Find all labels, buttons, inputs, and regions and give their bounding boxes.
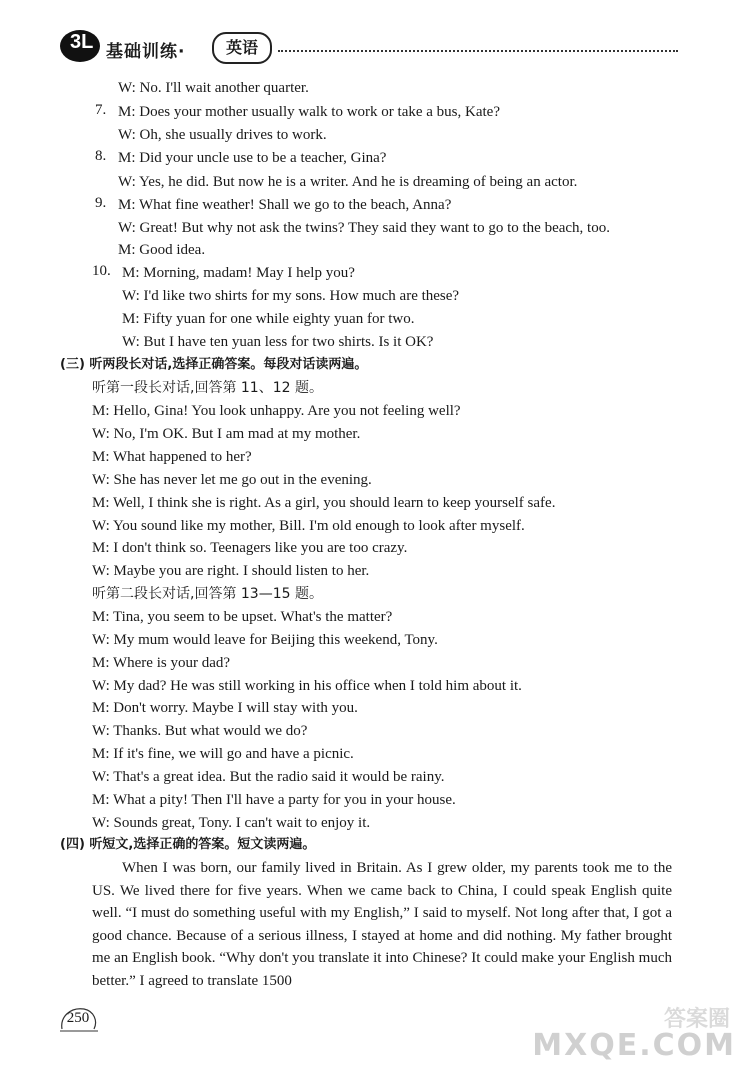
dialog-line: W: Oh, she usually drives to work. [118, 127, 327, 143]
page-number [58, 1003, 98, 1033]
page-number-text: 250 [66, 1010, 90, 1026]
dialog-line: W: Yes, he did. But now he is a writer. And he is dreaming of being an actor. [118, 174, 578, 190]
dialog-line: W: That's a great idea. But the radio said it would be rainy. [92, 769, 445, 785]
dialog-line: M: I don't think so. Teenagers like you are too crazy. [92, 540, 408, 556]
watermark-text: MXQE.COM [532, 1028, 736, 1063]
dialog-line: W: Thanks. But what would we do? [92, 723, 308, 739]
dialog-line: M: What happened to her? [92, 449, 252, 465]
dialog-line: M: Don't worry. Maybe I will stay with you. [92, 700, 358, 716]
dialog2-intro: 听第二段长对话,回答第 13—15 题。 [92, 586, 323, 602]
dialog-line: W: I'd like two shirts for my sons. How much are these? [122, 288, 460, 304]
dialog-line: W: She has never let me go out in the evening. [92, 472, 372, 488]
section-4-heading: (四) 听短文,选择正确的答案。短文读两遍。 [60, 837, 316, 852]
subject-badge: 英语 [212, 32, 272, 64]
dialog-line: W: You sound like my mother, Bill. I'm old enough to look after myself. [92, 518, 525, 534]
item-number: 9. [95, 195, 107, 211]
passage-paragraph: When I was born, our family lived in Britain. As I grew older, my parents took me to the US. We lived there for five years. When we came back to China, I could speak English quite well. “I must do something useful with my English,” I said to myself. Not long after that, I got a good chance. Because of a serious illness, I stayed at home and did nothing. My father brought me an English book. “Why don't you translate it into Chinese? It could make your English much better.” I agreed to translate 1500 [92, 860, 672, 989]
dialog-line: M: What a pity! Then I'll have a party for you in your house. [92, 792, 456, 808]
dialog-line: M: Tina, you seem to be upset. What's the matter? [92, 609, 393, 625]
dialog-line: M: Does your mother usually walk to work or take a bus, Kate? [118, 104, 500, 120]
item-number: 8. [95, 148, 107, 164]
item-number: 10. [92, 263, 111, 279]
dialog-line: W: My mum would leave for Beijing this weekend, Tony. [92, 632, 438, 648]
dialog-line: M: Good idea. [118, 242, 206, 258]
dialog-line: M: Where is your dad? [92, 655, 231, 671]
dialog-line: W: Great! But why not ask the twins? They said they want to go to the beach, too. [118, 220, 610, 236]
dialog-line: W: Sounds great, Tony. I can't wait to enjoy it. [92, 815, 371, 831]
header-dotted-rule [278, 50, 678, 52]
series-logo-text: 3L [70, 31, 94, 53]
series-title: 基础训练· [106, 42, 186, 62]
page-header [0, 0, 750, 70]
section-3-heading: (三) 听两段长对话,选择正确答案。每段对话读两遍。 [60, 357, 368, 372]
dialog-line: W: No, I'm OK. But I am mad at my mother. [92, 426, 361, 442]
dialog1-intro: 听第一段长对话,回答第 11、12 题。 [92, 380, 323, 396]
dialog-line: W: Maybe you are right. I should listen to her. [92, 563, 370, 579]
dialog-line: M: Did your uncle use to be a teacher, Gina? [118, 150, 387, 166]
item-number: 7. [95, 102, 107, 118]
dialog-line: M: Fifty yuan for one while eighty yuan for two. [122, 311, 415, 327]
dialog-line: M: What fine weather! Shall we go to the beach, Anna? [118, 197, 452, 213]
dialog-line: W: But I have ten yuan less for two shirts. Is it OK? [122, 334, 434, 350]
dialog-line: W: My dad? He was still working in his office when I told him about it. [92, 678, 522, 694]
dialog-line: M: Well, I think she is right. As a girl, you should learn to keep yourself safe. [92, 495, 556, 511]
dialog-line: W: No. I'll wait another quarter. [118, 80, 309, 96]
watermark-top-text: 答案圈 [663, 1007, 730, 1032]
dialog-line: M: Hello, Gina! You look unhappy. Are you not feeling well? [92, 403, 461, 419]
dialog-line: M: If it's fine, we will go and have a picnic. [92, 746, 354, 762]
dialog-line: M: Morning, madam! May I help you? [122, 265, 355, 281]
